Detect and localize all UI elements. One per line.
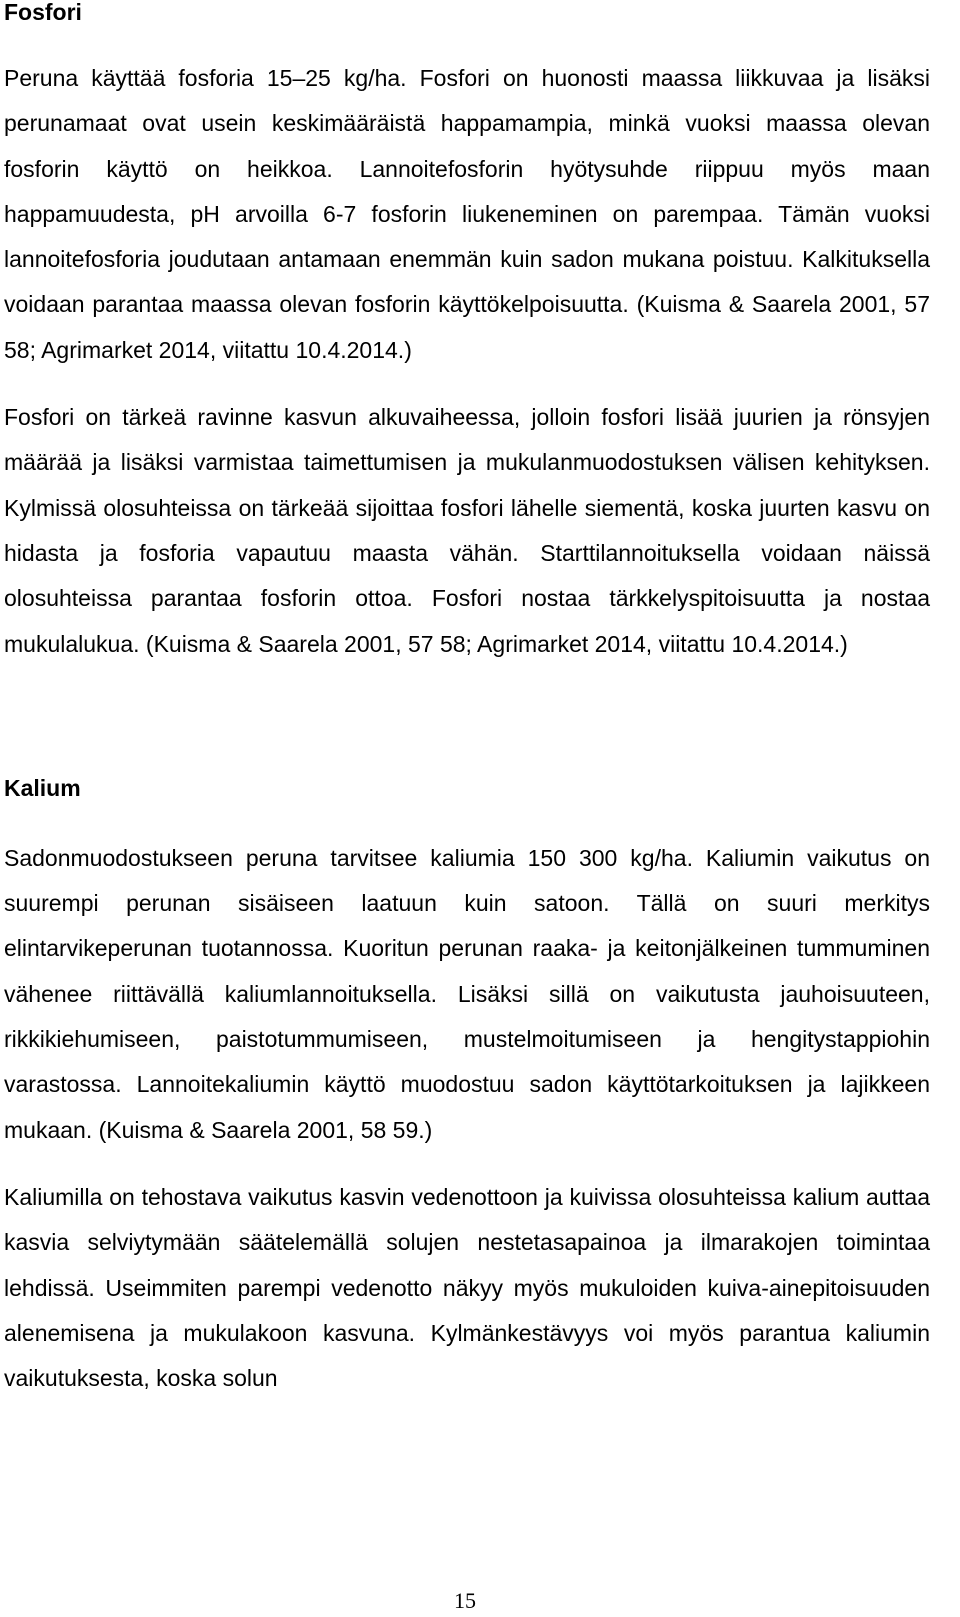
page-number: 15 <box>454 1588 476 1613</box>
paragraph-kalium-1: Sadonmuodostukseen peruna tarvitsee kaliumia 150 300 kg/ha. Kaliumin vaikutus on suurempi perunan sisäiseen laatuun kuin satoon. Tällä on suuri merkitys elintarvikeperunan tuotannossa. Kuoritun perunan raaka- ja keitonjälkeinen tummuminen vähenee riittävällä kaliumlannoituksella. Lisäksi sillä on vaikutusta jauhoisuuteen, rikkikiehumiseen, paistotummumiseen, mustelmoitumiseen ja hengitystappiohin varastossa. Lannoitekaliumin käyttö muodostuu sadon käyttötarkoituksen ja lajikkeen mukaan. (Kuisma & Saarela 2001, 58 59.) <box>4 844 930 1143</box>
paragraph-fosfori-2: Fosfori on tärkeä ravinne kasvun alkuvaiheessa, jolloin fosfori lisää juurien ja rönsyjen määrää ja lisäksi varmistaa taimettumisen ja mukulanmuodostuksen välisen kehityksen. Kylmissä olosuhteissa on tärkeää sijoittaa fosfori lähelle siementä, koska juurten kasvu on hidasta ja fosforia vapautuu maasta vähän. Starttilannoituksella voidaan näissä olosuhteissa parantaa fosforin ottoa. Fosfori nostaa tärkkelyspitoisuutta ja nostaa mukulalukua. (Kuisma & Saarela 2001, 57 58; Agrimarket 2014, viitattu 10.4.2014.) <box>4 404 930 657</box>
section-heading-fosfori: Fosfori <box>4 0 82 25</box>
document-body <box>4 0 930 1401</box>
paragraph-fosfori-1: Peruna käyttää fosforia 15–25 kg/ha. Fosfori on huonosti maassa liikkuvaa ja lisäksi perunamaat ovat usein keskimääräistä happamampia, minkä vuoksi maassa olevan fosforin käyttö on heikkoa. Lannoitefosforin hyötysuhde riippuu myös maan happamuudesta, pH arvoilla 6-7 fosforin liukeneminen on parempaa. Tämän vuoksi lannoitefosforia joudutaan antamaan enemmän kuin sadon mukana poistuu. Kalkituksella voidaan parantaa maassa olevan fosforin käyttökelpoisuutta. (Kuisma & Saarela 2001, 57 58; Agrimarket 2014, viitattu 10.4.2014.) <box>4 65 930 363</box>
section-heading-kalium: Kalium <box>4 774 81 801</box>
paragraph-kalium-2: Kaliumilla on tehostava vaikutus kasvin vedenottoon ja kuivissa olosuhteissa kalium auttaa kasvia selviytymään säätelemällä solujen nestetasapainoa ja ilmarakojen toimintaa lehdissä. Useimmiten parempi vedenotto näkyy myös mukuloiden kuiva-ainepitoisuuden alenemisena ja mukulakoon kasvuna. Kylmänkestävyys voi myös parantua kaliumin vaikutuksesta, koska solun <box>4 1183 930 1392</box>
